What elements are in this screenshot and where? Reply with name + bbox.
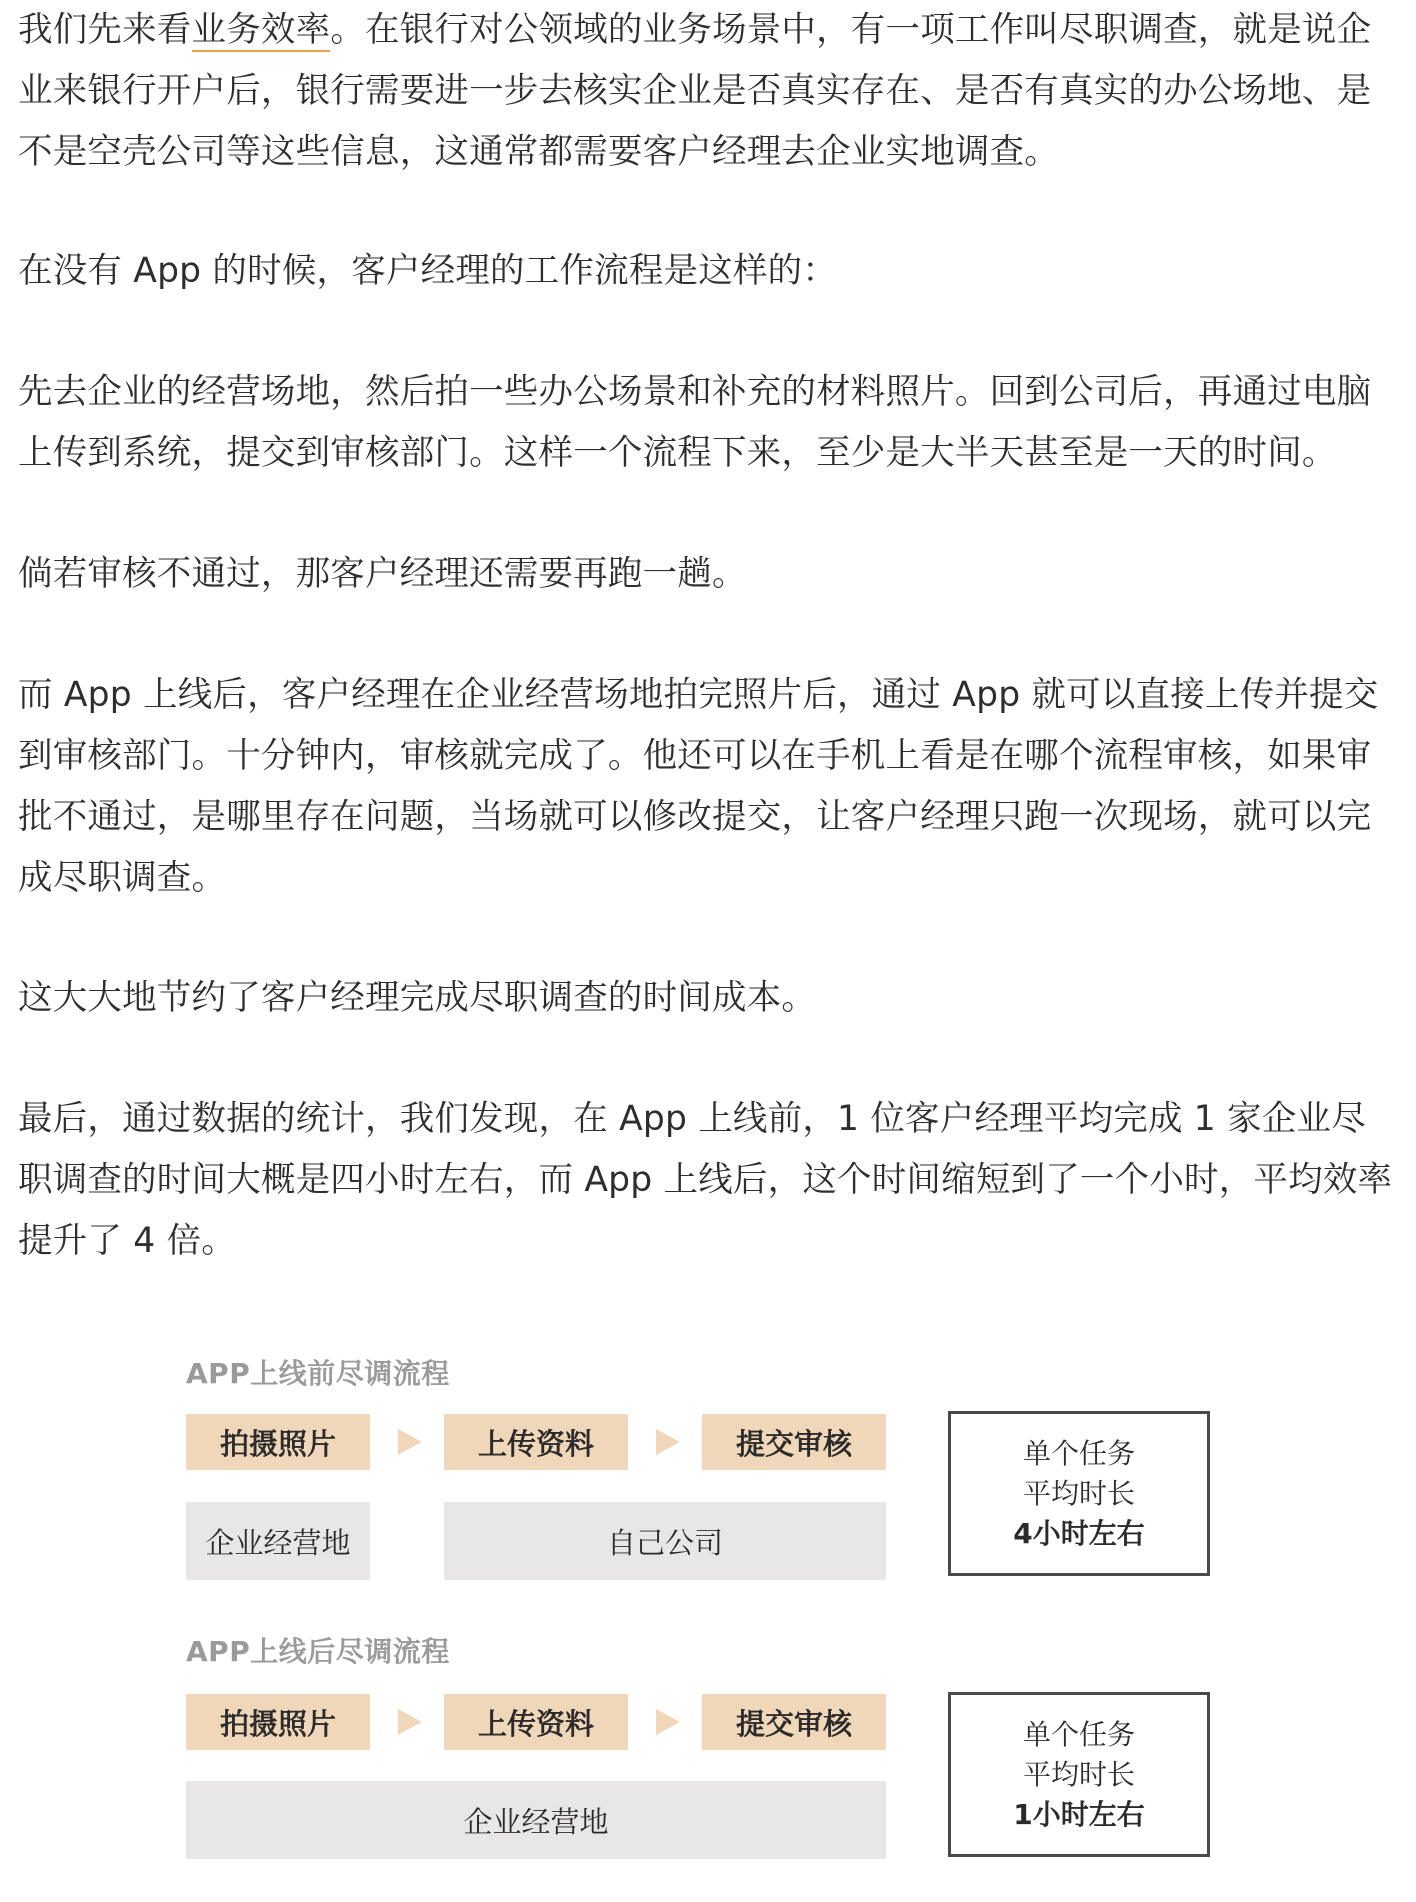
before-arrow-2-icon (656, 1429, 680, 1455)
after-summary-duration: 1小时左右 (1013, 1797, 1145, 1831)
before-summary-line-2: 平均时长 (1022, 1476, 1135, 1510)
before-step-submit: 提交审核 (702, 1414, 886, 1470)
paragraph-5: 而 App 上线后，客户经理在企业经营场地拍完照片后，通过 App 就可以直接上传并提交到审核部门。十分钟内，审核就完成了。他还可以在手机上看是在哪个流程审核，如果审批不通过，是哪里存在问题，当场就可以修改提交，让客户经理只跑一次现场，就可以完成尽职调查。 (18, 675, 1379, 898)
after-step-submit: 提交审核 (702, 1694, 886, 1750)
after-summary-box (948, 1692, 1210, 1857)
before-place-own-company: 自己公司 (444, 1502, 886, 1580)
after-summary-line-2: 平均时长 (1022, 1757, 1135, 1791)
before-place-enterprise: 企业经营地 (186, 1502, 370, 1580)
before-step-photo: 拍摄照片 (186, 1414, 370, 1470)
before-arrow-1-icon (398, 1429, 422, 1455)
paragraph-1-lead: 我们先来看 (18, 10, 192, 50)
before-summary-box (948, 1411, 1210, 1576)
before-process-title: APP上线前尽调流程 (186, 1357, 450, 1390)
after-step-photo: 拍摄照片 (186, 1694, 370, 1750)
after-summary-line-1: 单个任务 (1022, 1717, 1135, 1751)
paragraph-6: 这大大地节约了客户经理完成尽职调查的时间成本。 (18, 978, 817, 1018)
keyword-link-business-efficiency[interactable]: 业务效率 (191, 10, 331, 50)
before-summary-duration: 4小时左右 (1013, 1516, 1145, 1550)
after-process-title: APP上线后尽调流程 (186, 1635, 450, 1668)
paragraph-1-rest: 。在银行对公领域的业务场景中，有一项工作叫尽职调查，就是说企业来银行开户后，银行需要进一步去核实企业是否真实存在、是否有真实的办公场地、是不是空壳公司等这些信息，这通常都需要客户经理去企业实地调查。 (18, 10, 1372, 172)
paragraph-7: 最后，通过数据的统计，我们发现，在 App 上线前，1 位客户经理平均完成 1 家企业尽职调查的时间大概是四小时左右，而 App 上线后，这个时间缩短到了一个小时，平均效率提升了 4 倍。 (18, 1099, 1393, 1261)
before-step-upload: 上传资料 (444, 1414, 628, 1470)
after-step-upload: 上传资料 (444, 1694, 628, 1750)
paragraph-4: 倘若审核不通过，那客户经理还需要再跑一趟。 (18, 554, 747, 594)
paragraph-2: 在没有 App 的时候，客户经理的工作流程是这样的： (18, 251, 838, 291)
paragraph-3: 先去企业的经营场地，然后拍一些办公场景和补充的材料照片。回到公司后，再通过电脑上传到系统，提交到审核部门。这样一个流程下来，至少是大半天甚至是一天的时间。 (18, 372, 1372, 473)
after-place-enterprise: 企业经营地 (186, 1781, 886, 1859)
after-arrow-2-icon (656, 1709, 680, 1735)
after-arrow-1-icon (398, 1709, 422, 1735)
before-summary-line-1: 单个任务 (1022, 1436, 1135, 1470)
paragraph-1 (18, 0, 1398, 183)
